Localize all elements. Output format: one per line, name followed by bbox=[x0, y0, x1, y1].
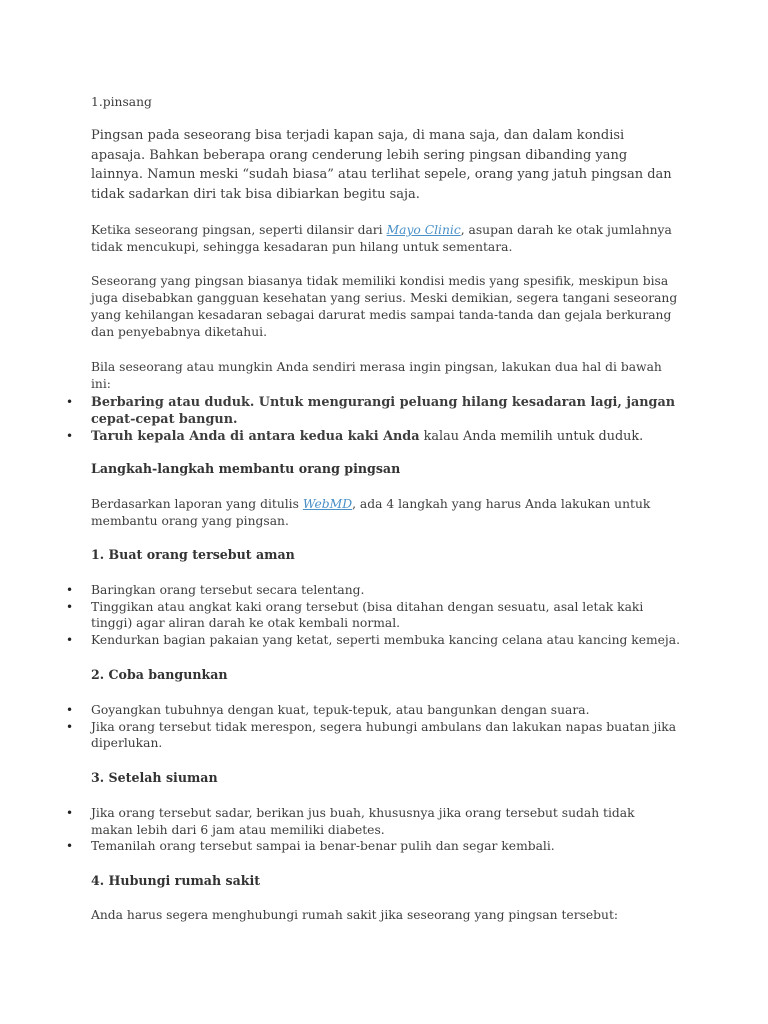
list-item-text: Kendurkan bagian pakaian yang ketat, seperti membuka kancing celana atau kancing kemeja. bbox=[91, 632, 680, 647]
list-item bbox=[0, 838, 680, 855]
bullet-icon: • bbox=[66, 719, 74, 734]
bullet-icon: • bbox=[66, 429, 74, 443]
list-item-text: Goyangkan tubuhnya dengan kuat, tepuk-tepuk, atau bangunkan dengan suara. bbox=[91, 703, 590, 717]
step-4-text: Anda harus segera menghubungi rumah sakit jika seseorang yang pingsan tersebut: bbox=[91, 908, 619, 922]
bullet-icon: • bbox=[66, 599, 74, 614]
bullet-icon: • bbox=[66, 632, 74, 647]
list-item bbox=[0, 428, 680, 445]
list-item bbox=[0, 719, 680, 752]
paragraph-condition: Seseorang yang pingsan biasanya tidak memiliki kondisi medis yang spesifik, meskipun bisa juga disebabkan gangguan kesehatan yang serius. Meski demikian, segera tangani seseorang yang kehilangan kesadaran sebagai darurat medis sampai tanda-tanda dan gejala berkurang dan penyebabnya diketahui. bbox=[91, 274, 678, 339]
step-3-heading: 3. Setelah siuman bbox=[91, 770, 218, 785]
bullet-icon: • bbox=[66, 395, 74, 409]
bullet-icon: • bbox=[66, 839, 74, 853]
bullet-icon: • bbox=[66, 583, 74, 597]
document-title: 1.pinsang bbox=[91, 95, 152, 109]
step-2-list bbox=[0, 702, 680, 752]
list-item-bold: Berbaring atau duduk. Untuk mengurangi peluang hilang kesadaran lagi, jangan cepat-cepat bangun. bbox=[91, 395, 676, 427]
step-2-heading: 2. Coba bangunkan bbox=[91, 667, 228, 682]
step-4-heading: 4. Hubungi rumah sakit bbox=[91, 873, 261, 888]
webmd-link[interactable]: WebMD bbox=[302, 497, 353, 511]
text-segment: Ketika seseorang pingsan, seperti dilansir dari bbox=[91, 223, 387, 237]
list-item bbox=[0, 702, 680, 719]
bullet-icon: • bbox=[66, 703, 74, 717]
step-3-list bbox=[0, 805, 680, 855]
text-segment: , asupan darah ke otak jumlahnya tidak mencukupi, sehingga kesadaran pun hilang untuk sementara. bbox=[91, 223, 672, 254]
step-1-list bbox=[0, 582, 680, 648]
list-item-text: Jika orang tersebut tidak merespon, segera hubungi ambulans dan lakukan napas buatan jika diperlukan. bbox=[91, 719, 677, 750]
step-1-heading: 1. Buat orang tersebut aman bbox=[91, 547, 295, 562]
list-item bbox=[0, 599, 680, 632]
text-segment: , ada 4 langkah yang harus Anda lakukan untuk membantu orang yang pingsan. bbox=[91, 497, 651, 528]
list-item bbox=[0, 394, 680, 428]
list-item-bold: Taruh kepala Anda di antara kedua kaki Anda bbox=[91, 429, 420, 444]
list-item-text: kalau Anda memilih untuk duduk. bbox=[419, 429, 644, 444]
text-segment: Berdasarkan laporan yang ditulis bbox=[91, 497, 303, 511]
paragraph-two-things: Bila seseorang atau mungkin Anda sendiri merasa ingin pingsan, lakukan dua hal di bawah ini: bbox=[91, 360, 662, 391]
list-item-text: Tinggikan atau angkat kaki orang tersebut (bisa ditahan dengan sesuatu, asal letak kaki tinggi) agar aliran darah ke otak kembali normal. bbox=[91, 599, 644, 630]
paragraph-intro: Pingsan pada seseorang bisa terjadi kapan saja, di mana saja, dan dalam kondisi apasaja. Bahkan beberapa orang cenderung lebih sering pingsan dibanding yang lainnya. Namun meski “sudah biasa” atau terlihat sepele, orang yang jatuh pingsan dan tidak sadarkan diri tak bisa dibiarkan begitu saja. bbox=[91, 128, 672, 202]
bullet-list-first-aid-self bbox=[0, 394, 680, 445]
mayo-clinic-link[interactable]: Mayo Clinic bbox=[386, 223, 461, 237]
list-item-text: Baringkan orang tersebut secara telentang. bbox=[91, 583, 365, 597]
bullet-icon: • bbox=[66, 806, 74, 820]
list-item bbox=[0, 805, 680, 838]
section-heading: Langkah-langkah membantu orang pingsan bbox=[91, 461, 401, 476]
list-item-text: Temanilah orang tersebut sampai ia benar-benar pulih dan segar kembali. bbox=[91, 839, 555, 853]
list-item bbox=[0, 632, 680, 649]
paragraph-webmd bbox=[91, 496, 681, 530]
list-item-text: Jika orang tersebut sadar, berikan jus buah, khususnya jika orang tersebut sudah tidak makan lebih dari 6 jam atau memiliki diabetes. bbox=[91, 806, 635, 837]
paragraph-mayo bbox=[91, 222, 681, 256]
list-item bbox=[0, 582, 680, 599]
